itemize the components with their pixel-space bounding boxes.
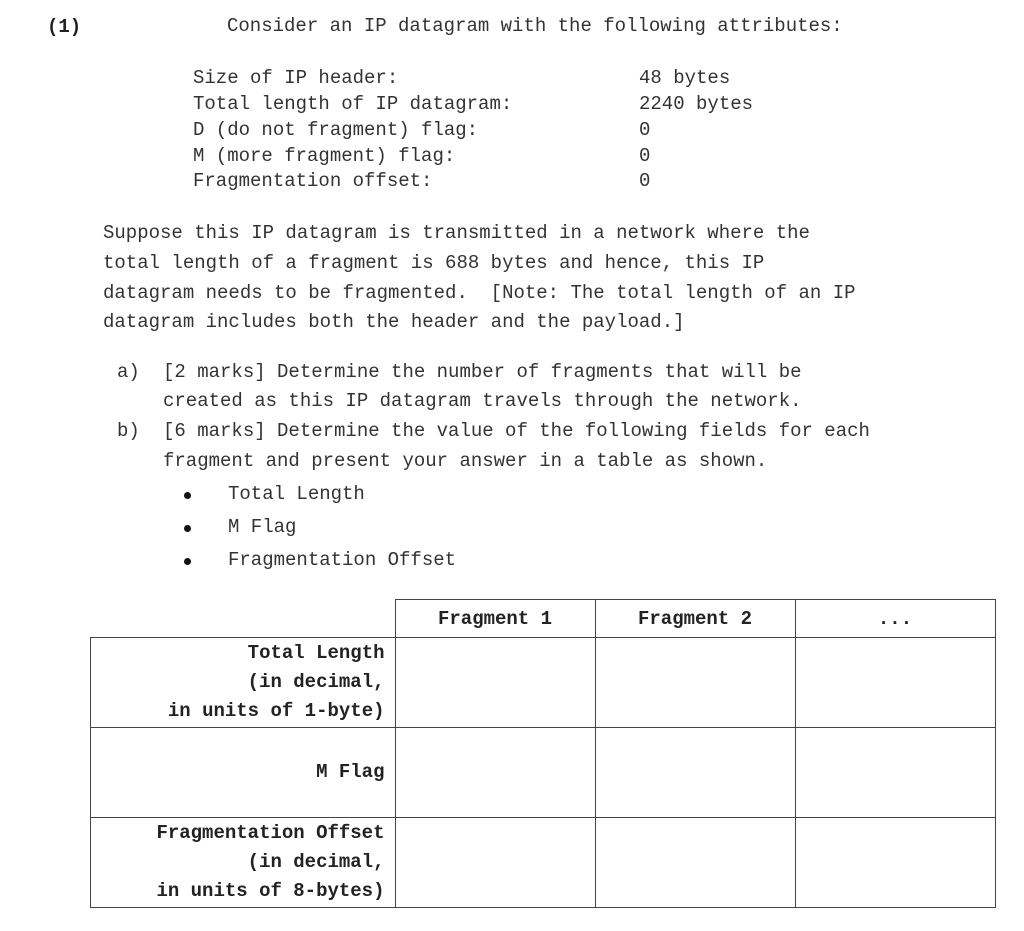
bullet-dot bbox=[184, 525, 191, 532]
attribute-label: D (do not fragment) flag: bbox=[193, 119, 479, 141]
part-letter: b) bbox=[117, 420, 140, 442]
attribute-label: Size of IP header: bbox=[193, 67, 399, 89]
row-header bbox=[91, 818, 396, 908]
answer-cell[interactable] bbox=[395, 818, 595, 908]
attribute-label: M (more fragment) flag: bbox=[193, 145, 456, 167]
row-header-line: (in decimal, bbox=[247, 851, 385, 873]
paragraph-line: Suppose this IP datagram is transmitted in a network where the bbox=[103, 222, 810, 244]
answer-cell[interactable] bbox=[795, 728, 995, 818]
bullet-dot bbox=[184, 558, 191, 565]
table-row bbox=[91, 818, 996, 908]
bullet-item: Total Length bbox=[228, 483, 365, 505]
part-letter: a) bbox=[117, 361, 140, 383]
row-header-line: in units of 8-bytes) bbox=[156, 880, 385, 902]
row-header bbox=[91, 638, 396, 728]
attribute-value: 0 bbox=[639, 170, 651, 192]
answer-cell[interactable] bbox=[795, 638, 995, 728]
paragraph-line: total length of a fragment is 688 bytes and hence, this IP bbox=[103, 252, 765, 274]
table-row bbox=[91, 728, 996, 818]
answer-cell[interactable] bbox=[395, 728, 595, 818]
attribute-value: 0 bbox=[639, 119, 651, 141]
bullet-dot bbox=[184, 492, 191, 499]
answer-cell[interactable] bbox=[595, 638, 795, 728]
row-header-line: in units of 1-byte) bbox=[167, 700, 385, 722]
question-intro: Consider an IP datagram with the following attributes: bbox=[227, 15, 843, 37]
question-number: (1) bbox=[47, 16, 82, 38]
column-header: ... bbox=[795, 600, 995, 638]
paragraph-line: datagram includes both the header and the payload.] bbox=[103, 311, 685, 333]
answer-cell[interactable] bbox=[595, 728, 795, 818]
column-header: Fragment 1 bbox=[395, 600, 595, 638]
row-header-line: (in decimal, bbox=[247, 671, 385, 693]
bullet-item: Fragmentation Offset bbox=[228, 549, 457, 571]
table-corner-cell bbox=[91, 600, 396, 638]
answer-cell[interactable] bbox=[595, 818, 795, 908]
table-header-row bbox=[91, 600, 996, 638]
row-header-line: M Flag bbox=[316, 761, 385, 783]
row-header-line: Fragmentation Offset bbox=[156, 822, 385, 844]
paragraph-line: datagram needs to be fragmented. [Note: The total length of an IP bbox=[103, 282, 856, 304]
attribute-value: 2240 bytes bbox=[639, 93, 754, 115]
attribute-value: 48 bytes bbox=[639, 67, 731, 89]
answer-cell[interactable] bbox=[395, 638, 595, 728]
row-header-line: Total Length bbox=[247, 642, 385, 664]
table-row bbox=[91, 638, 996, 728]
row-header bbox=[91, 728, 396, 818]
bullet-item: M Flag bbox=[228, 516, 297, 538]
part-line: fragment and present your answer in a table as shown. bbox=[163, 450, 768, 472]
attribute-label: Fragmentation offset: bbox=[193, 170, 433, 192]
part-line: [2 marks] Determine the number of fragments that will be bbox=[163, 361, 802, 383]
column-header: Fragment 2 bbox=[595, 600, 795, 638]
answer-cell[interactable] bbox=[795, 818, 995, 908]
fragment-table bbox=[90, 599, 996, 908]
part-line: [6 marks] Determine the value of the following fields for each bbox=[163, 420, 870, 442]
attribute-label: Total length of IP datagram: bbox=[193, 93, 513, 115]
attribute-value: 0 bbox=[639, 145, 651, 167]
part-line: created as this IP datagram travels through the network. bbox=[163, 390, 802, 412]
